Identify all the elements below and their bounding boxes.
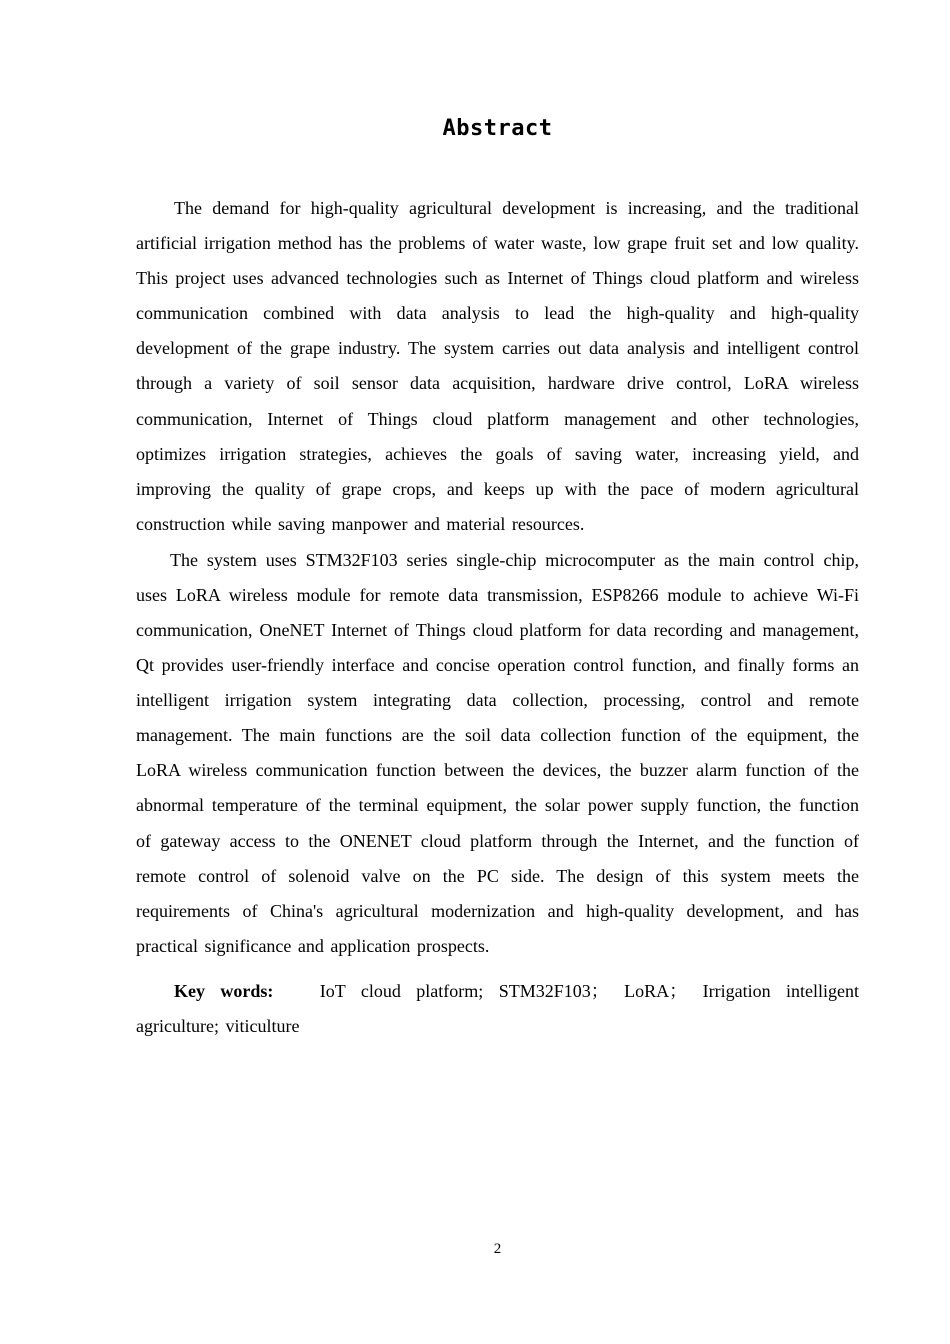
abstract-paragraph-1: The demand for high-quality agricultural development is increasing, and the traditional artificial irrigation method has the problems of water waste, low grape fruit set and low quality. This project uses advanced technologies such as Internet of Things cloud platform and wireless communication combined with data analysis to lead the high-quality and high-quality development of the grape industry. The system carries out data analysis and intelligent control through a variety of soil sensor data acquisition, hardware drive control, LoRA wireless communication, Internet of Things cloud platform management and other technologies, optimizes irrigation strategies, achieves the goals of saving water, increasing yield, and improving the quality of grape crops, and keeps up with the pace of modern agricultural construction while saving manpower and material resources. [136, 198, 859, 534]
keywords-text: IoT cloud platform; STM32F103； LoRA； Irrigation intelligent agriculture; viticulture [136, 980, 859, 1037]
page-number: 2 [493, 1241, 502, 1257]
abstract-paragraph-2: The system uses STM32F103 series single-chip microcomputer as the main control chip, uses LoRA wireless module for remote data transmission, ESP8266 module to achieve Wi-Fi communication, OneNET Internet of Things cloud platform for data recording and management, Qt provides user-friendly interface and concise operation control function, and finally forms an intelligent irrigation system integrating data collection, processing, control and remote management. The main functions are the soil data collection function of the equipment, the LoRA wireless communication function between the devices, the buzzer alarm function of the abnormal temperature of the terminal equipment, the solar power supply function, the function of gateway access to the ONENET cloud platform through the Internet, and the function of remote control of solenoid valve on the PC side. The design of this system meets the requirements of China's agricultural modernization and high-quality development, and has practical significance and application prospects. [136, 549, 859, 956]
page-title: Abstract [442, 116, 553, 141]
keywords-label: Key words: [174, 980, 274, 1001]
abstract-body [136, 191, 859, 1044]
keywords-line [136, 974, 859, 1044]
